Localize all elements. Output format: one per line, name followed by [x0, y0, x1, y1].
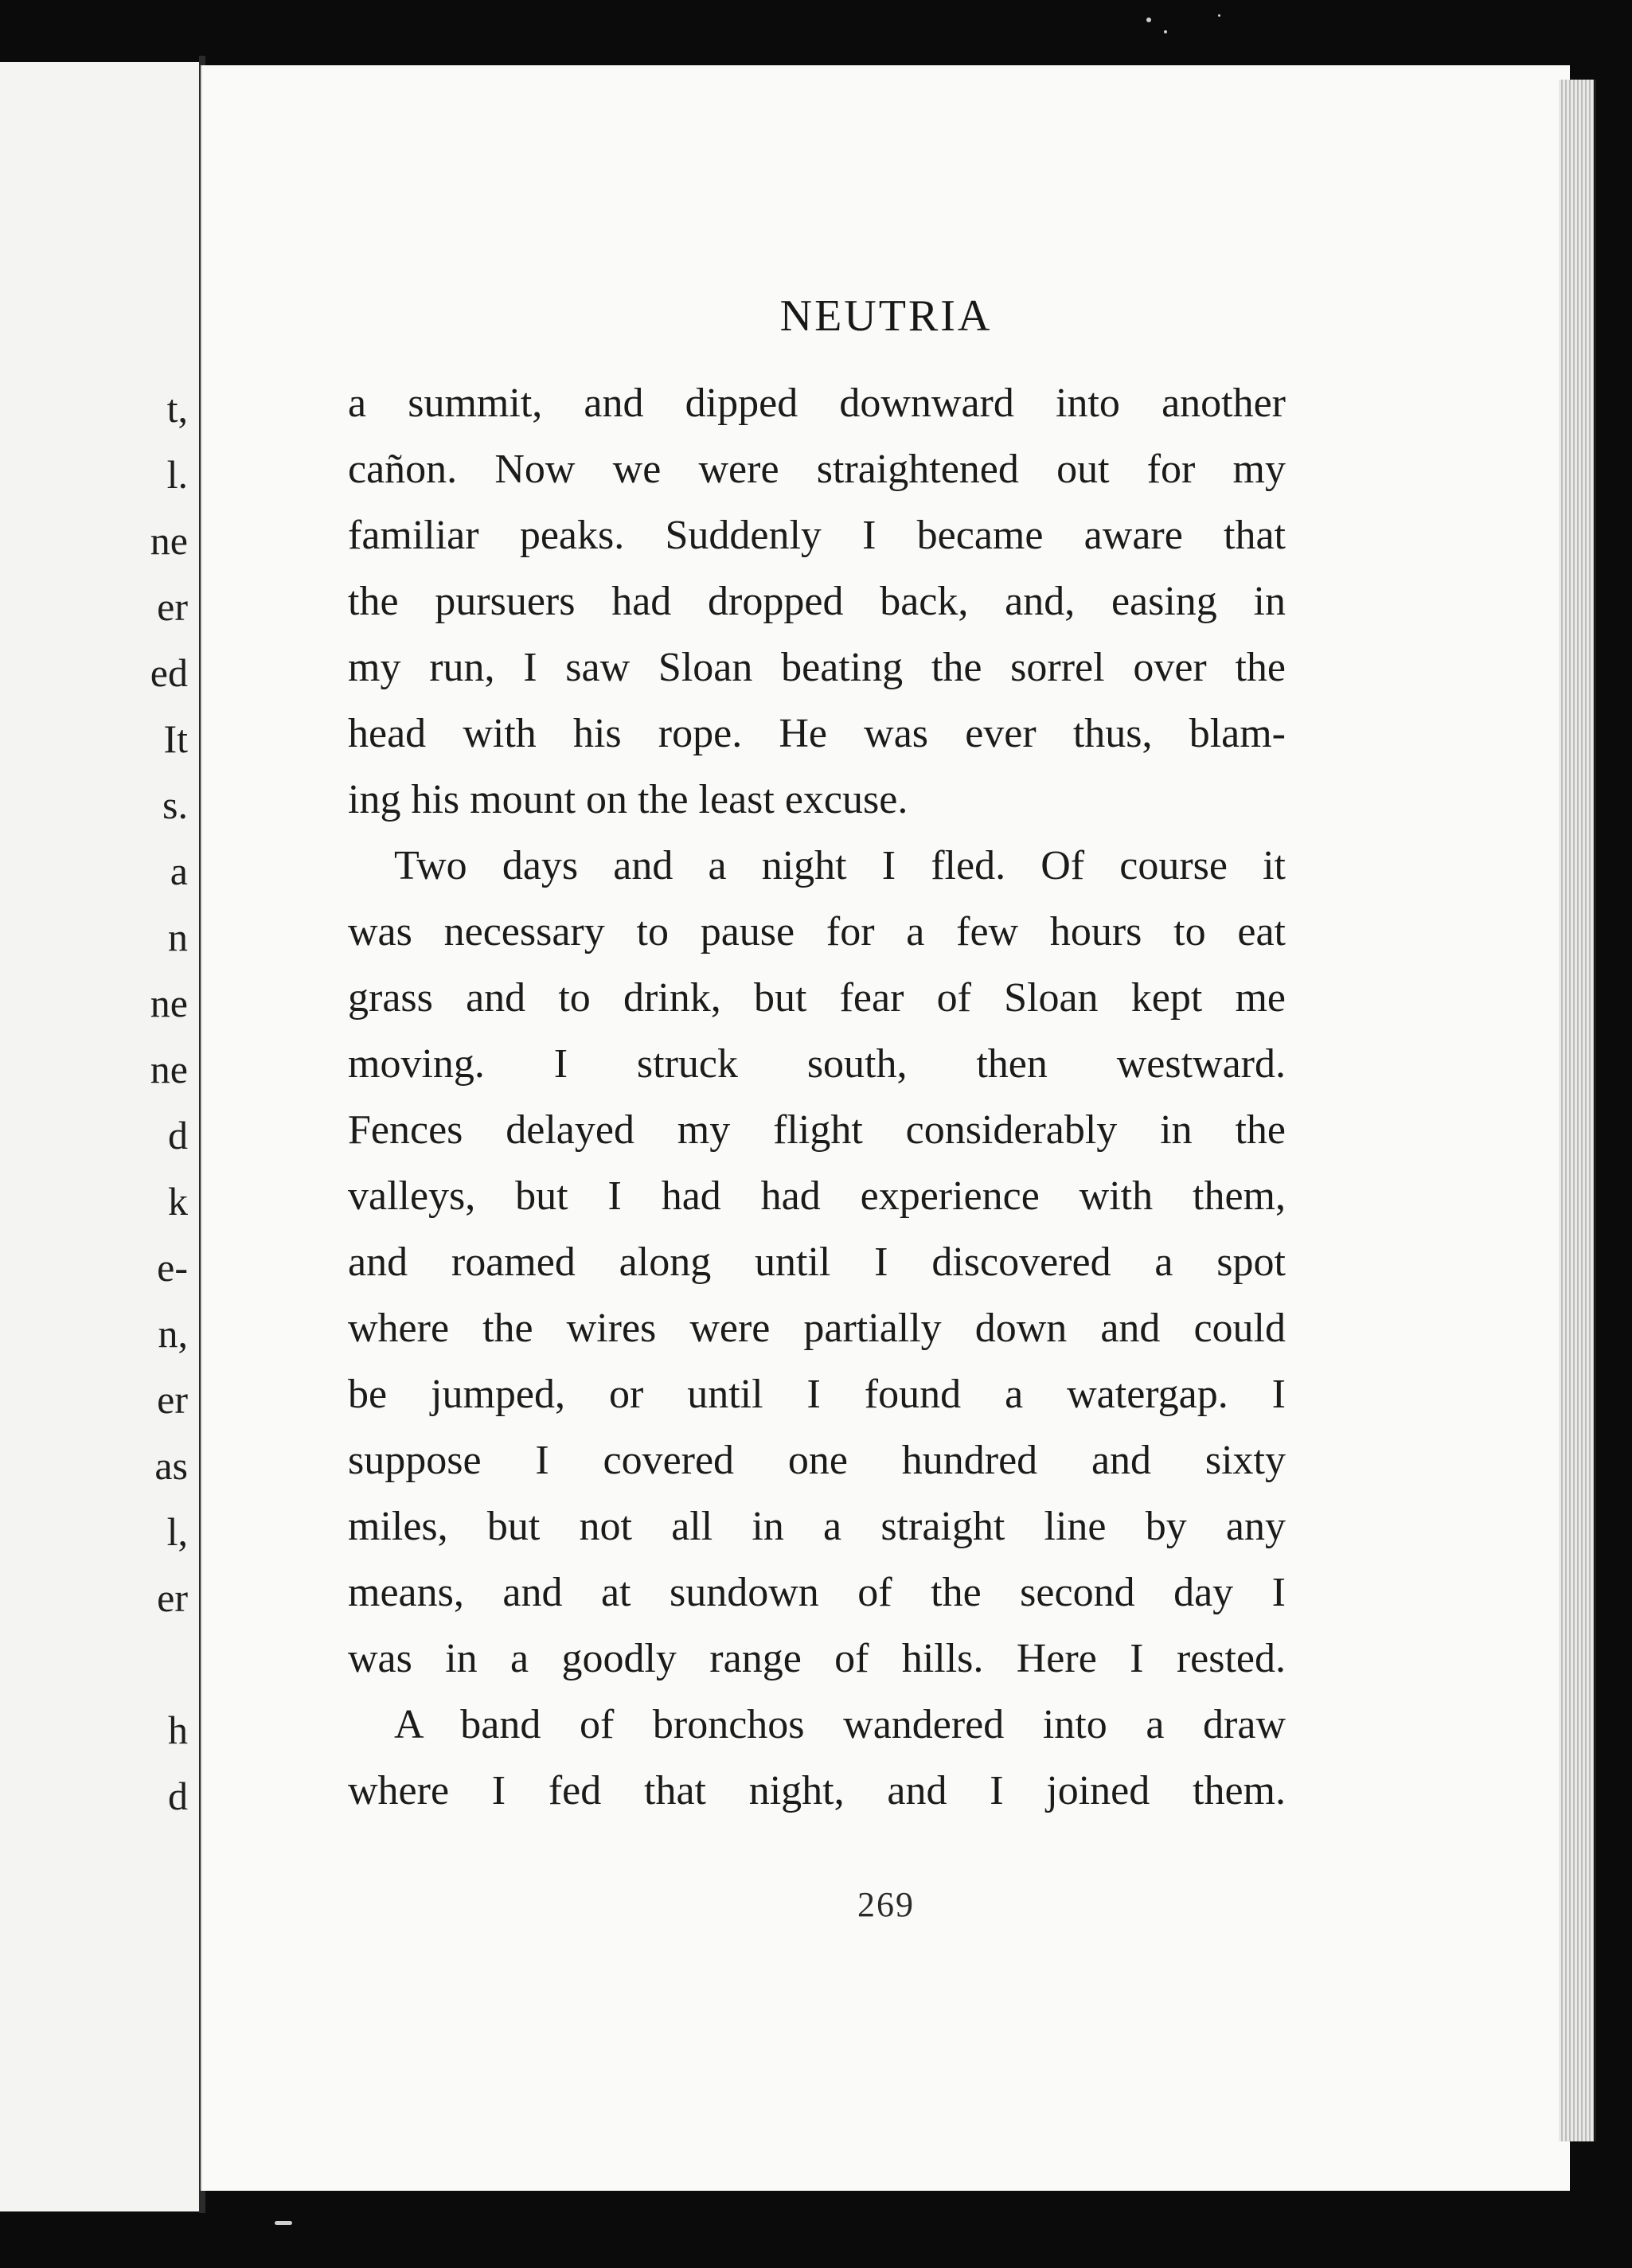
text-line: head with his rope. He was ever thus, blam-: [348, 711, 1286, 756]
text-line: was necessary to pause for a few hours to eat: [348, 909, 1286, 954]
left-line-fragment: a: [170, 849, 188, 893]
text-line: where I fed that night, and I joined them.: [348, 1768, 1286, 1813]
text-line: was in a goodly range of hills. Here I rested.: [348, 1636, 1286, 1681]
text-line: Fences delayed my flight considerably in the: [348, 1107, 1286, 1153]
left-line-fragment: ne: [150, 981, 188, 1025]
text-line: be jumped, or until I found a watergap. I: [348, 1372, 1286, 1417]
left-line-fragment: s.: [162, 783, 188, 827]
left-line-fragment: d: [168, 1113, 188, 1157]
paragraph-first-line: Two days and a night I fled. Of course it: [394, 843, 1286, 888]
page-number: 269: [857, 1885, 915, 1924]
paragraph-first-line: A band of bronchos wandered into a draw: [394, 1702, 1286, 1747]
text-line: a summit, and dipped downward into another: [348, 381, 1286, 426]
text-line: means, and at sundown of the second day I: [348, 1570, 1286, 1615]
dust-speck: [1218, 14, 1220, 17]
text-line: ing his mount on the least excuse.: [348, 777, 908, 822]
running-head: NEUTRIA: [779, 291, 993, 341]
left-line-fragment: n,: [158, 1311, 188, 1356]
left-line-fragment: ed: [150, 650, 188, 695]
text-line: valleys, but I had had experience with them,: [348, 1173, 1286, 1219]
left-line-fragment: l,: [166, 1509, 188, 1554]
text-line: suppose I covered one hundred and sixty: [348, 1438, 1286, 1483]
left-line-fragment: ne: [150, 518, 188, 563]
left-line-fragment: k: [168, 1179, 188, 1224]
text-line: where the wires were partially down and could: [348, 1306, 1286, 1351]
left-line-fragment: It: [163, 716, 188, 761]
left-line-fragment: l.: [166, 452, 188, 497]
text-line: grass and to drink, but fear of Sloan kept me: [348, 975, 1286, 1021]
left-line-fragment: n: [168, 915, 188, 959]
left-facing-page: [0, 62, 201, 2211]
left-line-fragment: e-: [157, 1245, 188, 1290]
left-line-fragment: h: [168, 1708, 188, 1752]
left-line-fragment: er: [157, 584, 188, 629]
left-line-fragment: d: [168, 1774, 188, 1818]
left-line-fragment: er: [157, 1575, 188, 1620]
dust-speck: [1146, 18, 1151, 22]
text-line: moving. I struck south, then westward.: [348, 1041, 1286, 1087]
dust-speck: [275, 2221, 292, 2225]
text-line: familiar peaks. Suddenly I became aware that: [348, 513, 1286, 558]
right-page: [201, 65, 1570, 2191]
text-line: miles, but not all in a straight line by any: [348, 1504, 1286, 1549]
left-line-fragment: er: [157, 1377, 188, 1422]
text-line: my run, I saw Sloan beating the sorrel over the: [348, 645, 1286, 690]
text-line: cañon. Now we were straightened out for my: [348, 447, 1286, 492]
left-line-fragment: as: [154, 1443, 188, 1488]
page-edges: [1559, 80, 1596, 2141]
dust-speck: [1164, 30, 1167, 33]
text-line: and roamed along until I discovered a spot: [348, 1239, 1286, 1285]
left-line-fragment: t,: [166, 386, 188, 431]
text-line: the pursuers had dropped back, and, easing in: [348, 579, 1286, 624]
left-line-fragment: ne: [150, 1047, 188, 1091]
